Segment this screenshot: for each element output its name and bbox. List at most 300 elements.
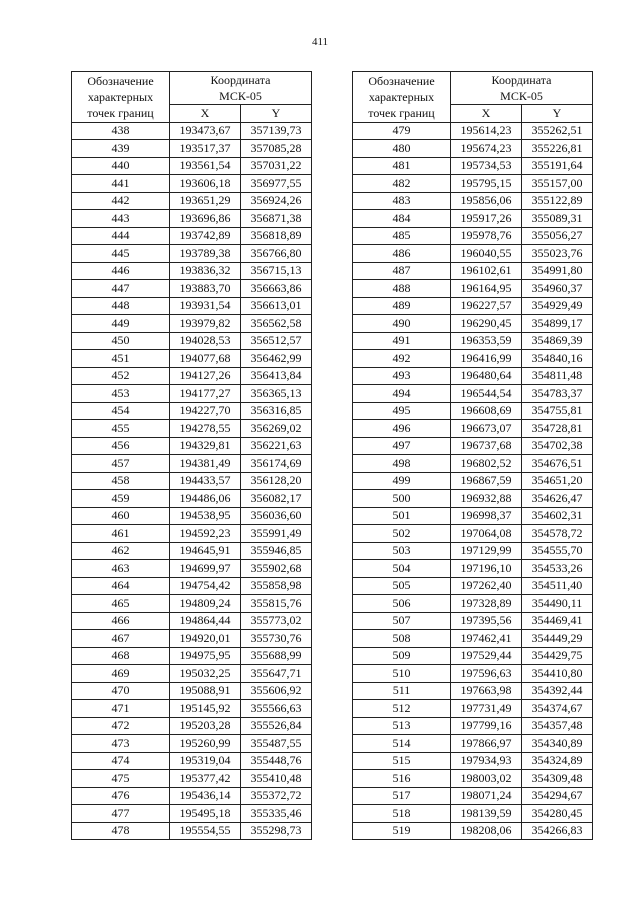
point-number-cell: 511 (353, 682, 451, 700)
x-coordinate-cell: 195377,42 (170, 770, 241, 788)
y-coordinate-cell: 355226,81 (522, 140, 593, 158)
x-coordinate-cell: 194754,42 (170, 577, 241, 595)
y-coordinate-cell: 355688,99 (241, 647, 312, 665)
y-coordinate-cell: 355262,51 (522, 122, 593, 140)
table-row (72, 175, 312, 193)
point-number-cell: 445 (72, 245, 170, 263)
x-coordinate-cell: 195917,26 (451, 210, 522, 228)
header-coord-line: Координата (491, 73, 552, 87)
table-row (72, 245, 312, 263)
table-row (353, 315, 593, 333)
table-row (353, 682, 593, 700)
point-number-cell: 476 (72, 787, 170, 805)
y-coordinate-cell: 356174,69 (241, 455, 312, 473)
table-row (72, 752, 312, 770)
x-coordinate-cell: 194127,26 (170, 367, 241, 385)
table-row (72, 822, 312, 840)
y-coordinate-cell: 354578,72 (522, 525, 593, 543)
point-number-cell: 451 (72, 350, 170, 368)
y-coordinate-cell: 355902,68 (241, 560, 312, 578)
x-coordinate-cell: 196673,07 (451, 420, 522, 438)
table-row (353, 490, 593, 508)
table-row (72, 525, 312, 543)
point-number-cell: 471 (72, 700, 170, 718)
point-number-cell: 501 (353, 507, 451, 525)
x-coordinate-cell: 197529,44 (451, 647, 522, 665)
y-coordinate-cell: 355298,73 (241, 822, 312, 840)
x-coordinate-cell: 193517,37 (170, 140, 241, 158)
point-number-cell: 469 (72, 665, 170, 683)
point-number-cell: 449 (72, 315, 170, 333)
table-row (72, 210, 312, 228)
y-coordinate-cell: 354899,17 (522, 315, 593, 333)
x-coordinate-cell: 195032,25 (170, 665, 241, 683)
y-coordinate-cell: 354410,80 (522, 665, 593, 683)
table-row (72, 437, 312, 455)
x-coordinate-cell: 195795,15 (451, 175, 522, 193)
point-number-cell: 499 (353, 472, 451, 490)
point-number-cell: 516 (353, 770, 451, 788)
y-coordinate-cell: 356871,38 (241, 210, 312, 228)
table-row (72, 280, 312, 298)
table-row (353, 420, 593, 438)
x-coordinate-cell: 195495,18 (170, 805, 241, 823)
point-number-cell: 452 (72, 367, 170, 385)
point-number-cell: 454 (72, 402, 170, 420)
table-row (353, 805, 593, 823)
x-coordinate-cell: 194433,57 (170, 472, 241, 490)
table-row (72, 420, 312, 438)
header-x: X (170, 105, 241, 123)
point-number-cell: 513 (353, 717, 451, 735)
x-coordinate-cell: 194381,49 (170, 455, 241, 473)
table-row (72, 490, 312, 508)
point-number-cell: 470 (72, 682, 170, 700)
y-coordinate-cell: 354626,47 (522, 490, 593, 508)
point-number-cell: 463 (72, 560, 170, 578)
table-row (72, 157, 312, 175)
table-row (353, 140, 593, 158)
y-coordinate-cell: 354783,37 (522, 385, 593, 403)
header-point-label (72, 72, 170, 123)
y-coordinate-cell: 354294,67 (522, 787, 593, 805)
x-coordinate-cell: 195614,23 (451, 122, 522, 140)
x-coordinate-cell: 194920,01 (170, 630, 241, 648)
header-coordinate-group (451, 72, 593, 105)
point-number-cell: 492 (353, 350, 451, 368)
header-y: Y (522, 105, 593, 123)
x-coordinate-cell: 197866,97 (451, 735, 522, 753)
table-row (353, 332, 593, 350)
point-number-cell: 504 (353, 560, 451, 578)
table-row (353, 665, 593, 683)
y-coordinate-cell: 355157,00 (522, 175, 593, 193)
y-coordinate-cell: 356365,13 (241, 385, 312, 403)
point-number-cell: 494 (353, 385, 451, 403)
y-coordinate-cell: 354533,26 (522, 560, 593, 578)
point-number-cell: 519 (353, 822, 451, 840)
y-coordinate-cell: 355191,64 (522, 157, 593, 175)
y-coordinate-cell: 356663,86 (241, 280, 312, 298)
y-coordinate-cell: 354651,20 (522, 472, 593, 490)
table-row (353, 262, 593, 280)
header-coord-line: МСК-05 (500, 89, 543, 103)
y-coordinate-cell: 355566,63 (241, 700, 312, 718)
point-number-cell: 472 (72, 717, 170, 735)
x-coordinate-cell: 194077,68 (170, 350, 241, 368)
table-row (353, 175, 593, 193)
x-coordinate-cell: 196480,64 (451, 367, 522, 385)
table-row (72, 770, 312, 788)
y-coordinate-cell: 354357,48 (522, 717, 593, 735)
x-coordinate-cell: 195978,76 (451, 227, 522, 245)
x-coordinate-cell: 193696,86 (170, 210, 241, 228)
x-coordinate-cell: 196932,88 (451, 490, 522, 508)
point-number-cell: 496 (353, 420, 451, 438)
y-coordinate-cell: 354511,40 (522, 577, 593, 595)
point-number-cell: 517 (353, 787, 451, 805)
y-coordinate-cell: 355487,55 (241, 735, 312, 753)
x-coordinate-cell: 194864,44 (170, 612, 241, 630)
x-coordinate-cell: 196040,55 (451, 245, 522, 263)
point-number-cell: 460 (72, 507, 170, 525)
point-number-cell: 467 (72, 630, 170, 648)
table-row (72, 700, 312, 718)
point-number-cell: 500 (353, 490, 451, 508)
y-coordinate-cell: 354324,89 (522, 752, 593, 770)
table-row (353, 770, 593, 788)
point-number-cell: 484 (353, 210, 451, 228)
y-coordinate-cell: 356462,99 (241, 350, 312, 368)
table-row (353, 245, 593, 263)
x-coordinate-cell: 196802,52 (451, 455, 522, 473)
x-coordinate-cell: 197731,49 (451, 700, 522, 718)
table-row (353, 455, 593, 473)
table-row (72, 192, 312, 210)
y-coordinate-cell: 354728,81 (522, 420, 593, 438)
x-coordinate-cell: 193473,67 (170, 122, 241, 140)
y-coordinate-cell: 356036,60 (241, 507, 312, 525)
table-row (72, 140, 312, 158)
x-coordinate-cell: 197596,63 (451, 665, 522, 683)
header-point-line: точек границ (368, 105, 435, 120)
table-row (72, 805, 312, 823)
x-coordinate-cell: 194486,06 (170, 490, 241, 508)
x-coordinate-cell: 193742,89 (170, 227, 241, 245)
table-row (353, 542, 593, 560)
table-row (353, 472, 593, 490)
x-coordinate-cell: 193883,70 (170, 280, 241, 298)
table-row (353, 437, 593, 455)
point-number-cell: 515 (353, 752, 451, 770)
table-row (353, 192, 593, 210)
y-coordinate-cell: 355056,27 (522, 227, 593, 245)
x-coordinate-cell: 197262,40 (451, 577, 522, 595)
point-number-cell: 442 (72, 192, 170, 210)
x-coordinate-cell: 195436,14 (170, 787, 241, 805)
y-coordinate-cell: 354755,81 (522, 402, 593, 420)
x-coordinate-cell: 196227,57 (451, 297, 522, 315)
x-coordinate-cell: 197196,10 (451, 560, 522, 578)
x-coordinate-cell: 198208,06 (451, 822, 522, 840)
point-number-cell: 440 (72, 157, 170, 175)
y-coordinate-cell: 357085,28 (241, 140, 312, 158)
table-row (72, 315, 312, 333)
table-row (353, 647, 593, 665)
y-coordinate-cell: 356128,20 (241, 472, 312, 490)
y-coordinate-cell: 354991,80 (522, 262, 593, 280)
y-coordinate-cell: 355526,84 (241, 717, 312, 735)
header-point-label (353, 72, 451, 123)
y-coordinate-cell: 356924,26 (241, 192, 312, 210)
point-number-cell: 455 (72, 420, 170, 438)
x-coordinate-cell: 195088,91 (170, 682, 241, 700)
table-row (353, 822, 593, 840)
table-row (353, 157, 593, 175)
point-number-cell: 458 (72, 472, 170, 490)
table-row (353, 612, 593, 630)
y-coordinate-cell: 355858,98 (241, 577, 312, 595)
point-number-cell: 459 (72, 490, 170, 508)
point-number-cell: 493 (353, 367, 451, 385)
point-number-cell: 475 (72, 770, 170, 788)
x-coordinate-cell: 194329,81 (170, 437, 241, 455)
x-coordinate-cell: 198003,02 (451, 770, 522, 788)
x-coordinate-cell: 194278,55 (170, 420, 241, 438)
y-coordinate-cell: 354340,89 (522, 735, 593, 753)
point-number-cell: 506 (353, 595, 451, 613)
y-coordinate-cell: 355815,76 (241, 595, 312, 613)
y-coordinate-cell: 354811,48 (522, 367, 593, 385)
x-coordinate-cell: 197799,16 (451, 717, 522, 735)
y-coordinate-cell: 356316,85 (241, 402, 312, 420)
x-coordinate-cell: 194538,95 (170, 507, 241, 525)
table-row (353, 577, 593, 595)
table-row (353, 787, 593, 805)
y-coordinate-cell: 354429,75 (522, 647, 593, 665)
table-row (72, 560, 312, 578)
point-number-cell: 466 (72, 612, 170, 630)
y-coordinate-cell: 354309,48 (522, 770, 593, 788)
point-number-cell: 465 (72, 595, 170, 613)
table-row (72, 227, 312, 245)
header-point-line: характерных (87, 89, 154, 104)
x-coordinate-cell: 196353,59 (451, 332, 522, 350)
x-coordinate-cell: 194645,91 (170, 542, 241, 560)
point-number-cell: 489 (353, 297, 451, 315)
table-row (72, 507, 312, 525)
table-row (353, 402, 593, 420)
y-coordinate-cell: 356818,89 (241, 227, 312, 245)
y-coordinate-cell: 355372,72 (241, 787, 312, 805)
page-number: 411 (311, 36, 329, 48)
point-number-cell: 486 (353, 245, 451, 263)
point-number-cell: 473 (72, 735, 170, 753)
y-coordinate-cell: 355606,92 (241, 682, 312, 700)
header-y: Y (241, 105, 312, 123)
table-row (72, 122, 312, 140)
x-coordinate-cell: 195674,23 (451, 140, 522, 158)
x-coordinate-cell: 194177,27 (170, 385, 241, 403)
table-row (72, 612, 312, 630)
x-coordinate-cell: 196102,61 (451, 262, 522, 280)
y-coordinate-cell: 355089,31 (522, 210, 593, 228)
x-coordinate-cell: 197395,56 (451, 612, 522, 630)
x-coordinate-cell: 195260,99 (170, 735, 241, 753)
y-coordinate-cell: 354392,44 (522, 682, 593, 700)
x-coordinate-cell: 195319,04 (170, 752, 241, 770)
x-coordinate-cell: 193789,38 (170, 245, 241, 263)
x-coordinate-cell: 196290,45 (451, 315, 522, 333)
x-coordinate-cell: 196416,99 (451, 350, 522, 368)
x-coordinate-cell: 193979,82 (170, 315, 241, 333)
y-coordinate-cell: 354266,83 (522, 822, 593, 840)
x-coordinate-cell: 196998,37 (451, 507, 522, 525)
x-coordinate-cell: 193606,18 (170, 175, 241, 193)
table-row (72, 735, 312, 753)
header-x: X (451, 105, 522, 123)
y-coordinate-cell: 356269,02 (241, 420, 312, 438)
x-coordinate-cell: 193561,54 (170, 157, 241, 175)
x-coordinate-cell: 196164,95 (451, 280, 522, 298)
point-number-cell: 502 (353, 525, 451, 543)
x-coordinate-cell: 197663,98 (451, 682, 522, 700)
point-number-cell: 457 (72, 455, 170, 473)
x-coordinate-cell: 195734,53 (451, 157, 522, 175)
x-coordinate-cell: 193651,29 (170, 192, 241, 210)
table-body-right (353, 122, 593, 840)
header-point-line: характерных (368, 89, 435, 104)
point-number-cell: 505 (353, 577, 451, 595)
y-coordinate-cell: 355773,02 (241, 612, 312, 630)
table-row (353, 630, 593, 648)
point-number-cell: 462 (72, 542, 170, 560)
x-coordinate-cell: 193931,54 (170, 297, 241, 315)
x-coordinate-cell: 198139,59 (451, 805, 522, 823)
point-number-cell: 491 (353, 332, 451, 350)
header-point-line: точек границ (87, 105, 154, 120)
point-number-cell: 478 (72, 822, 170, 840)
table-row (353, 227, 593, 245)
y-coordinate-cell: 357139,73 (241, 122, 312, 140)
point-number-cell: 485 (353, 227, 451, 245)
x-coordinate-cell: 197129,99 (451, 542, 522, 560)
y-coordinate-cell: 355023,76 (522, 245, 593, 263)
y-coordinate-cell: 355991,49 (241, 525, 312, 543)
point-number-cell: 461 (72, 525, 170, 543)
point-number-cell: 444 (72, 227, 170, 245)
table-row (353, 595, 593, 613)
table-row (353, 350, 593, 368)
y-coordinate-cell: 355335,46 (241, 805, 312, 823)
point-number-cell: 468 (72, 647, 170, 665)
x-coordinate-cell: 193836,32 (170, 262, 241, 280)
table-row (72, 665, 312, 683)
y-coordinate-cell: 356512,57 (241, 332, 312, 350)
point-number-cell: 447 (72, 280, 170, 298)
point-number-cell: 487 (353, 262, 451, 280)
point-number-cell: 480 (353, 140, 451, 158)
header-coord-line: Координата (210, 73, 271, 87)
y-coordinate-cell: 354702,38 (522, 437, 593, 455)
y-coordinate-cell: 354555,70 (522, 542, 593, 560)
x-coordinate-cell: 196737,68 (451, 437, 522, 455)
point-number-cell: 512 (353, 700, 451, 718)
table-row (72, 367, 312, 385)
table-body-left (72, 122, 312, 840)
table-row (72, 682, 312, 700)
y-coordinate-cell: 354602,31 (522, 507, 593, 525)
coordinates-table-right (352, 71, 593, 840)
table-row (72, 647, 312, 665)
point-number-cell: 509 (353, 647, 451, 665)
table-row (72, 262, 312, 280)
y-coordinate-cell: 356082,17 (241, 490, 312, 508)
table-row (72, 385, 312, 403)
point-number-cell: 464 (72, 577, 170, 595)
x-coordinate-cell: 194699,97 (170, 560, 241, 578)
y-coordinate-cell: 354676,51 (522, 455, 593, 473)
y-coordinate-cell: 355946,85 (241, 542, 312, 560)
point-number-cell: 503 (353, 542, 451, 560)
point-number-cell: 514 (353, 735, 451, 753)
table-row (353, 752, 593, 770)
y-coordinate-cell: 354840,16 (522, 350, 593, 368)
table-row (72, 455, 312, 473)
point-number-cell: 495 (353, 402, 451, 420)
table-row (72, 402, 312, 420)
table-row (353, 122, 593, 140)
x-coordinate-cell: 196544,54 (451, 385, 522, 403)
table-row (353, 700, 593, 718)
table-row (72, 717, 312, 735)
header-point-line: Обозначение (368, 73, 435, 88)
point-number-cell: 498 (353, 455, 451, 473)
x-coordinate-cell: 197934,93 (451, 752, 522, 770)
point-number-cell: 477 (72, 805, 170, 823)
point-number-cell: 441 (72, 175, 170, 193)
point-number-cell: 482 (353, 175, 451, 193)
x-coordinate-cell: 194227,70 (170, 402, 241, 420)
table-row (72, 577, 312, 595)
table-row (353, 367, 593, 385)
table-row (72, 297, 312, 315)
y-coordinate-cell: 356977,55 (241, 175, 312, 193)
y-coordinate-cell: 357031,22 (241, 157, 312, 175)
y-coordinate-cell: 356613,01 (241, 297, 312, 315)
point-number-cell: 483 (353, 192, 451, 210)
point-number-cell: 439 (72, 140, 170, 158)
y-coordinate-cell: 354490,11 (522, 595, 593, 613)
point-number-cell: 508 (353, 630, 451, 648)
point-number-cell: 481 (353, 157, 451, 175)
x-coordinate-cell: 195554,55 (170, 822, 241, 840)
x-coordinate-cell: 196867,59 (451, 472, 522, 490)
point-number-cell: 474 (72, 752, 170, 770)
point-number-cell: 453 (72, 385, 170, 403)
x-coordinate-cell: 194592,23 (170, 525, 241, 543)
table-row (72, 472, 312, 490)
point-number-cell: 510 (353, 665, 451, 683)
table-row (72, 595, 312, 613)
x-coordinate-cell: 194809,24 (170, 595, 241, 613)
coordinates-table-left (71, 71, 312, 840)
table-row (72, 332, 312, 350)
point-number-cell: 450 (72, 332, 170, 350)
y-coordinate-cell: 355647,71 (241, 665, 312, 683)
y-coordinate-cell: 355730,76 (241, 630, 312, 648)
y-coordinate-cell: 356715,13 (241, 262, 312, 280)
